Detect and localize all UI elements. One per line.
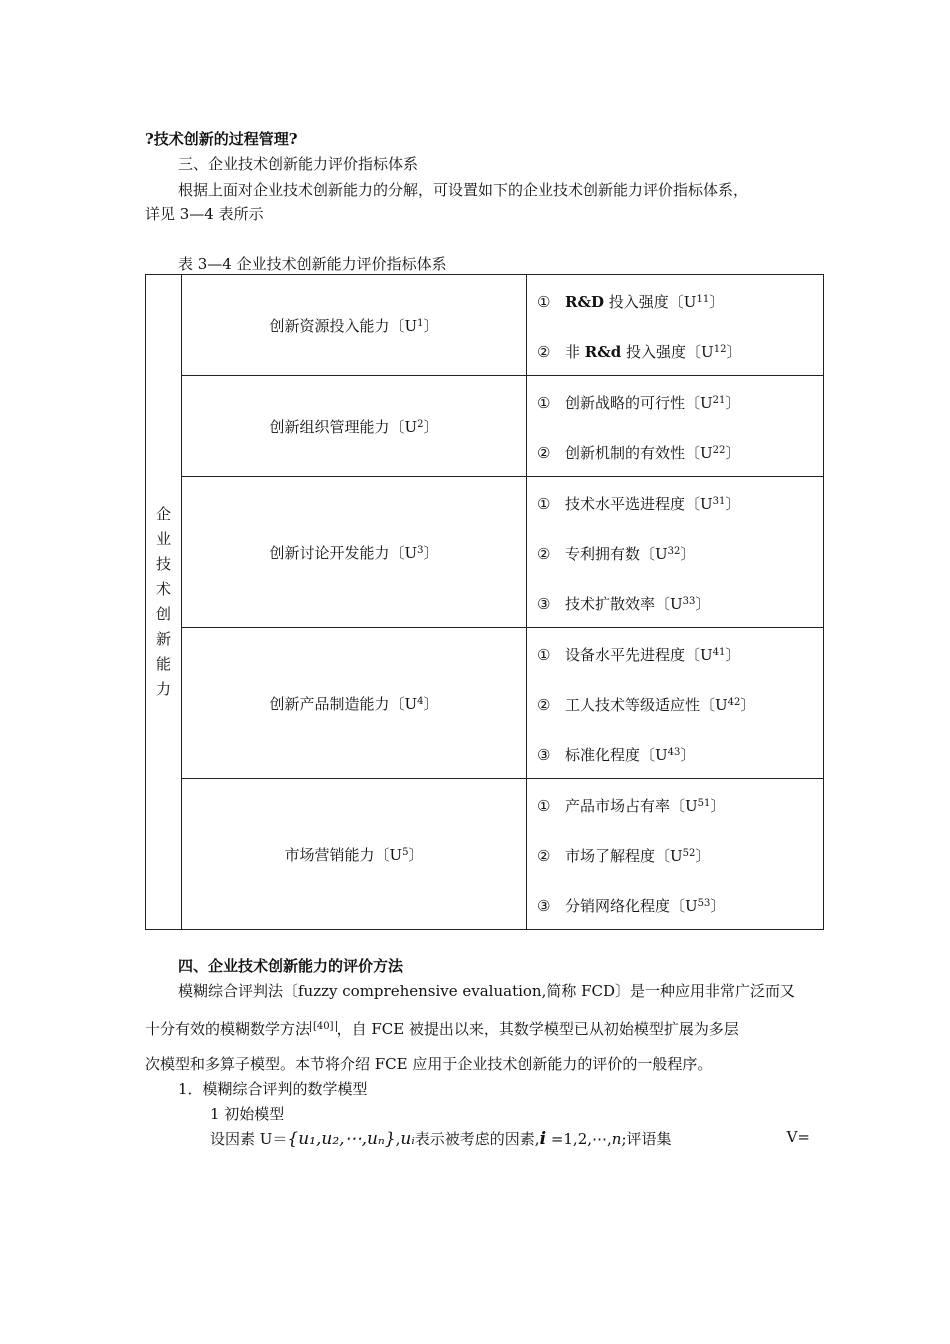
indicator-number: ① [537, 293, 551, 311]
root-char: 力 [155, 680, 171, 698]
capability-name: 创新产品制造能力〔U [269, 694, 418, 713]
intro-line-1: 根据上面对企业技术创新能力的分解，可设置如下的企业技术创新能力评价指标体系， [178, 181, 749, 199]
capability-code: 5 [402, 846, 409, 858]
indicator-number: ① [537, 797, 551, 815]
indicator-number: ② [537, 545, 551, 563]
indicator-item [527, 376, 823, 426]
capability-cell [182, 275, 527, 376]
indicator-text: 标准化程度〔U [565, 746, 668, 764]
root-char: 能 [155, 655, 171, 673]
indicator-item [527, 325, 823, 375]
indicator-item [527, 577, 823, 627]
indicator-code: 12 [713, 344, 727, 355]
indicator-number: ③ [537, 746, 551, 764]
indicator-item [527, 678, 823, 728]
formula-n: n [611, 1130, 622, 1148]
capability-cell [182, 779, 527, 930]
indicator-text: 专利拥有数〔U [565, 545, 668, 563]
indicator-text: 产品市场占有率〔U [565, 797, 698, 815]
indicator-cell [527, 628, 824, 779]
root-char: 创 [155, 605, 171, 623]
indicator-cell [527, 779, 824, 930]
indicator-close: 〕 [726, 343, 742, 361]
indicator-cell [527, 275, 824, 376]
indicator-code: 41 [712, 647, 726, 658]
section4-title: 四、企业技术创新能力的评价方法 [178, 957, 404, 975]
indicator-prefix: 非 [565, 343, 585, 361]
indicator-close: 〕 [725, 394, 741, 412]
capability-code: 1 [417, 317, 424, 329]
indicator-code: 42 [727, 697, 741, 708]
formula-comma: , [395, 1130, 401, 1148]
indicator-text: 设备水平先进程度〔U [565, 646, 713, 664]
indicator-close: 〕 [680, 746, 696, 764]
indicator-number: ① [537, 394, 551, 412]
indicator-close: 〕 [695, 595, 711, 613]
capability-code: 2 [417, 418, 424, 430]
indicator-code: 31 [712, 496, 726, 507]
indicator-number: ② [537, 696, 551, 714]
list-item-1-1: 1 初始模型 [210, 1105, 285, 1123]
capability-name: 市场营销能力〔U [284, 845, 403, 864]
indicator-number: ② [537, 444, 551, 462]
capability-code: 4 [417, 695, 424, 707]
indicator-cell [527, 376, 824, 477]
capability-close: 〕 [423, 543, 439, 562]
indicator-close: 〕 [710, 797, 726, 815]
indicator-item [527, 275, 823, 325]
formula-i: i [539, 1129, 547, 1149]
capability-close: 〕 [423, 417, 439, 436]
para-line-3: 次模型和多算子模型。本节将介绍 FCE 应用于企业技术创新能力的评价的一般程序。 [145, 1055, 713, 1073]
indicator-text: 投入强度〔U [621, 343, 714, 361]
root-capability-cell [146, 275, 182, 930]
formula-set: {u₁,u₂,⋯,uₙ} [287, 1129, 396, 1149]
capability-cell [182, 628, 527, 779]
capability-name: 创新讨论开发能力〔U [269, 543, 418, 562]
intro-line-2: 详见 3—4 表所示 [145, 205, 264, 223]
formula-range: =1,2,⋯, [546, 1130, 612, 1148]
indicator-bold-term: R&d [584, 343, 622, 361]
capability-close: 〕 [423, 316, 439, 335]
indicator-bold-term: R&D [565, 293, 605, 311]
indicator-text: 创新战略的可行性〔U [565, 394, 713, 412]
indicator-code: 11 [696, 294, 710, 305]
indicator-number: ① [537, 646, 551, 664]
formula-lead: 设因素 U＝ [210, 1130, 288, 1148]
formula-tail: 评语集 [626, 1130, 672, 1148]
indicator-cell [527, 477, 824, 628]
formula-semi: ; [621, 1130, 627, 1148]
indicator-item [527, 426, 823, 476]
para-line-2 [145, 1018, 739, 1039]
indicator-close: 〕 [725, 646, 741, 664]
root-char: 新 [155, 630, 171, 648]
capability-code: 3 [417, 544, 424, 556]
formula-ui: uᵢ [400, 1129, 415, 1149]
indicator-text: 分销网络化程度〔U [565, 897, 698, 915]
indicator-close: 〕 [709, 293, 725, 311]
reference-mark[interactable]: [40] [310, 1021, 337, 1032]
root-char: 企 [155, 505, 171, 523]
indicator-text: 工人技术等级适应性〔U [565, 696, 728, 714]
indicator-code: 22 [712, 445, 726, 456]
indicator-text: 投入强度〔U [604, 293, 697, 311]
indicator-close: 〕 [680, 545, 696, 563]
indicator-text: 创新机制的有效性〔U [565, 444, 713, 462]
section3-title: 三、企业技术创新能力评价指标体系 [178, 155, 419, 173]
list-item-1: 1．模糊综合评判的数学模型 [178, 1080, 368, 1098]
indicator-close: 〕 [725, 495, 741, 513]
heading-line: ?技术创新的过程管理? [145, 130, 298, 148]
indicator-item [527, 779, 823, 829]
root-char: 业 [155, 530, 171, 548]
indicator-text: 市场了解程度〔U [565, 847, 683, 865]
indicator-number: ② [537, 343, 551, 361]
indicator-code: 53 [697, 898, 711, 909]
index-table [145, 274, 824, 930]
root-char: 术 [155, 580, 171, 598]
formula-desc: 表示被考虑的因素, [414, 1130, 540, 1148]
table-row [146, 628, 824, 779]
indicator-text: 技术扩散效率〔U [565, 595, 683, 613]
indicator-item [527, 477, 823, 527]
formula-v: V= [786, 1128, 810, 1146]
indicator-close: 〕 [695, 847, 711, 865]
indicator-item [527, 527, 823, 577]
reference-number: 40 [316, 1021, 330, 1032]
indicator-item [527, 628, 823, 678]
capability-name: 创新组织管理能力〔U [269, 417, 418, 436]
indicator-close: 〕 [725, 444, 741, 462]
table-row [146, 376, 824, 477]
indicator-item [527, 728, 823, 778]
capability-close: 〕 [423, 694, 439, 713]
table-row [146, 779, 824, 930]
capability-name: 创新资源投入能力〔U [269, 316, 418, 335]
para-line-2-end: ，自 FCE 被提出以来，其数学模型已从初始模型扩展为多层 [336, 1020, 739, 1038]
indicator-number: ① [537, 495, 551, 513]
formula-line [210, 1128, 810, 1149]
para-line-2-start: 十分有效的模糊数学方法 [145, 1020, 311, 1038]
para-line-1: 模糊综合评判法〔fuzzy comprehensive evaluation,简称 FCD〕是一种应用非常广泛而又 [178, 982, 796, 1000]
indicator-close: 〕 [740, 696, 756, 714]
table-row [146, 477, 824, 628]
indicator-text: 技术水平选进程度〔U [565, 495, 713, 513]
indicator-code: 33 [682, 596, 696, 607]
indicator-number: ② [537, 847, 551, 865]
indicator-number: ③ [537, 595, 551, 613]
indicator-item [527, 829, 823, 879]
table-caption: 表 3—4 企业技术创新能力评价指标体系 [178, 255, 447, 273]
indicator-number: ③ [537, 897, 551, 915]
indicator-code: 51 [697, 798, 711, 809]
indicator-close: 〕 [710, 897, 726, 915]
indicator-code: 32 [667, 546, 681, 557]
root-char: 技 [155, 555, 171, 573]
indicator-item [527, 879, 823, 929]
indicator-code: 52 [682, 848, 696, 859]
capability-cell [182, 376, 527, 477]
table-row [146, 275, 824, 376]
indicator-code: 43 [667, 747, 681, 758]
indicator-code: 21 [712, 395, 726, 406]
capability-close: 〕 [408, 845, 424, 864]
capability-cell [182, 477, 527, 628]
